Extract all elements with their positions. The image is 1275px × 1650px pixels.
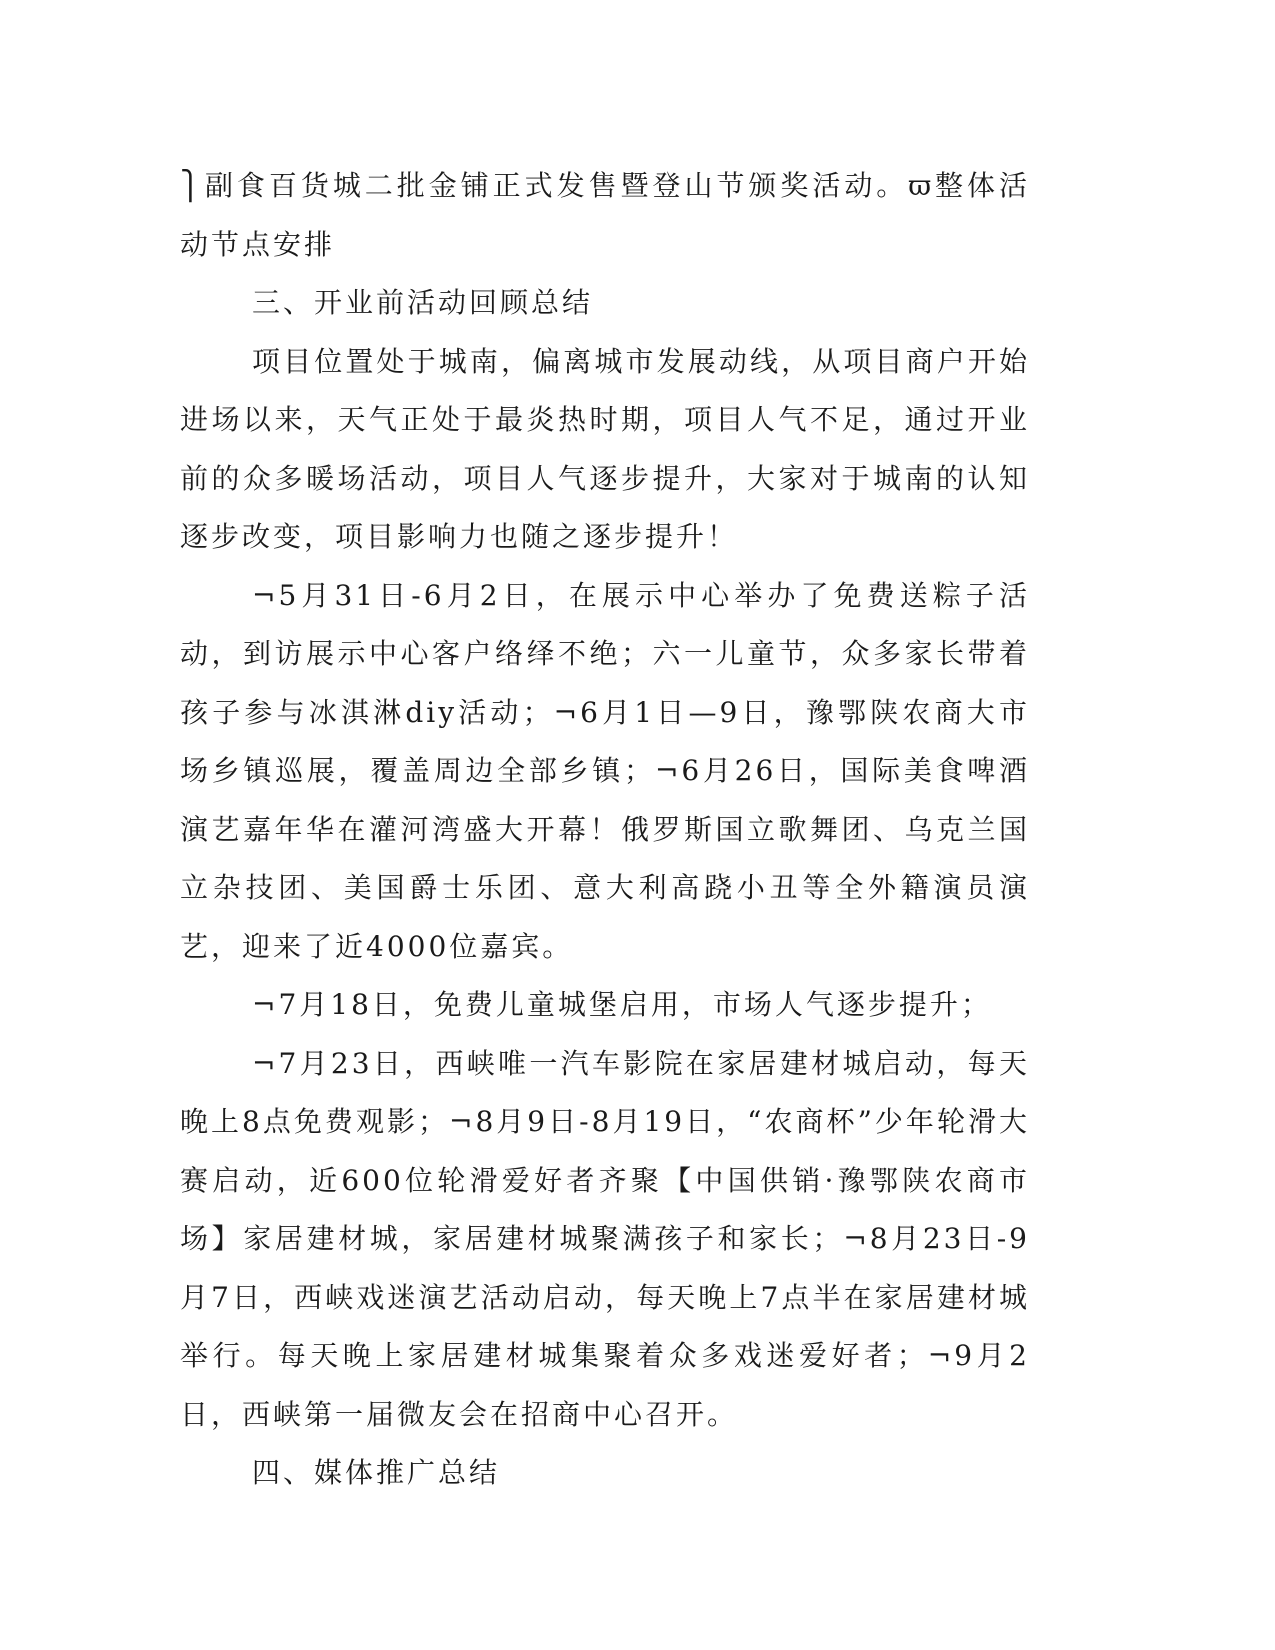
paragraph-july-18-event: ¬7月18日，免费儿童城堡启用，市场人气逐步提升；	[252, 988, 992, 1021]
section-heading-media-promotion: 四、媒体推广总结	[252, 1456, 501, 1489]
paragraph-activity-schedule: ⎫副食百货城二批金铺正式发售暨登山节颁奖活动。ϖ整体活动节点安排	[180, 169, 1030, 261]
section-heading-pre-opening-review: 三、开业前活动回顾总结	[252, 286, 594, 319]
paragraph-project-location: 项目位置处于城南，偏离城市发展动线，从项目商户开始进场以来，天气正处于最炎热时期，项目人气不足，通过开业前的众多暖场活动，项目人气逐步提升，大家对于城南的认知逐步改变，项目影响力也随之逐步提升！	[180, 344, 1030, 553]
paragraph-july-sept-events: ¬7月23日，西峡唯一汽车影院在家居建材城启动，每天晚上8点免费观影；¬8月9日-8月19日，“农商杯”少年轮滑大赛启动，近600位轮滑爱好者齐聚【中国供销·豫鄂陕农商市场】家居建材城，家居建材城聚满孩子和家长；¬8月23日-9月7日，西峡戏迷演艺活动启动，每天晚上7点半在家居建材城举行。每天晚上家居建材城集聚着众多戏迷爱好者；¬9月2日，西峡第一届微友会在招商中心召开。	[180, 1046, 1030, 1431]
paragraph-may-june-events: ¬5月31日-6月2日，在展示中心举办了免费送粽子活动，到访展示中心客户络绎不绝；六一儿童节，众多家长带着孩子参与冰淇淋diy活动；¬6月1日—9日，豫鄂陕农商大市场乡镇巡展，覆盖周边全部乡镇；¬6月26日，国际美食啤酒演艺嘉年华在灌河湾盛大开幕！俄罗斯国立歌舞团、乌克兰国立杂技团、美国爵士乐团、意大利高跷小丑等全外籍演员演艺，迎来了近4000位嘉宾。	[180, 578, 1030, 963]
document-body	[180, 157, 1030, 1503]
